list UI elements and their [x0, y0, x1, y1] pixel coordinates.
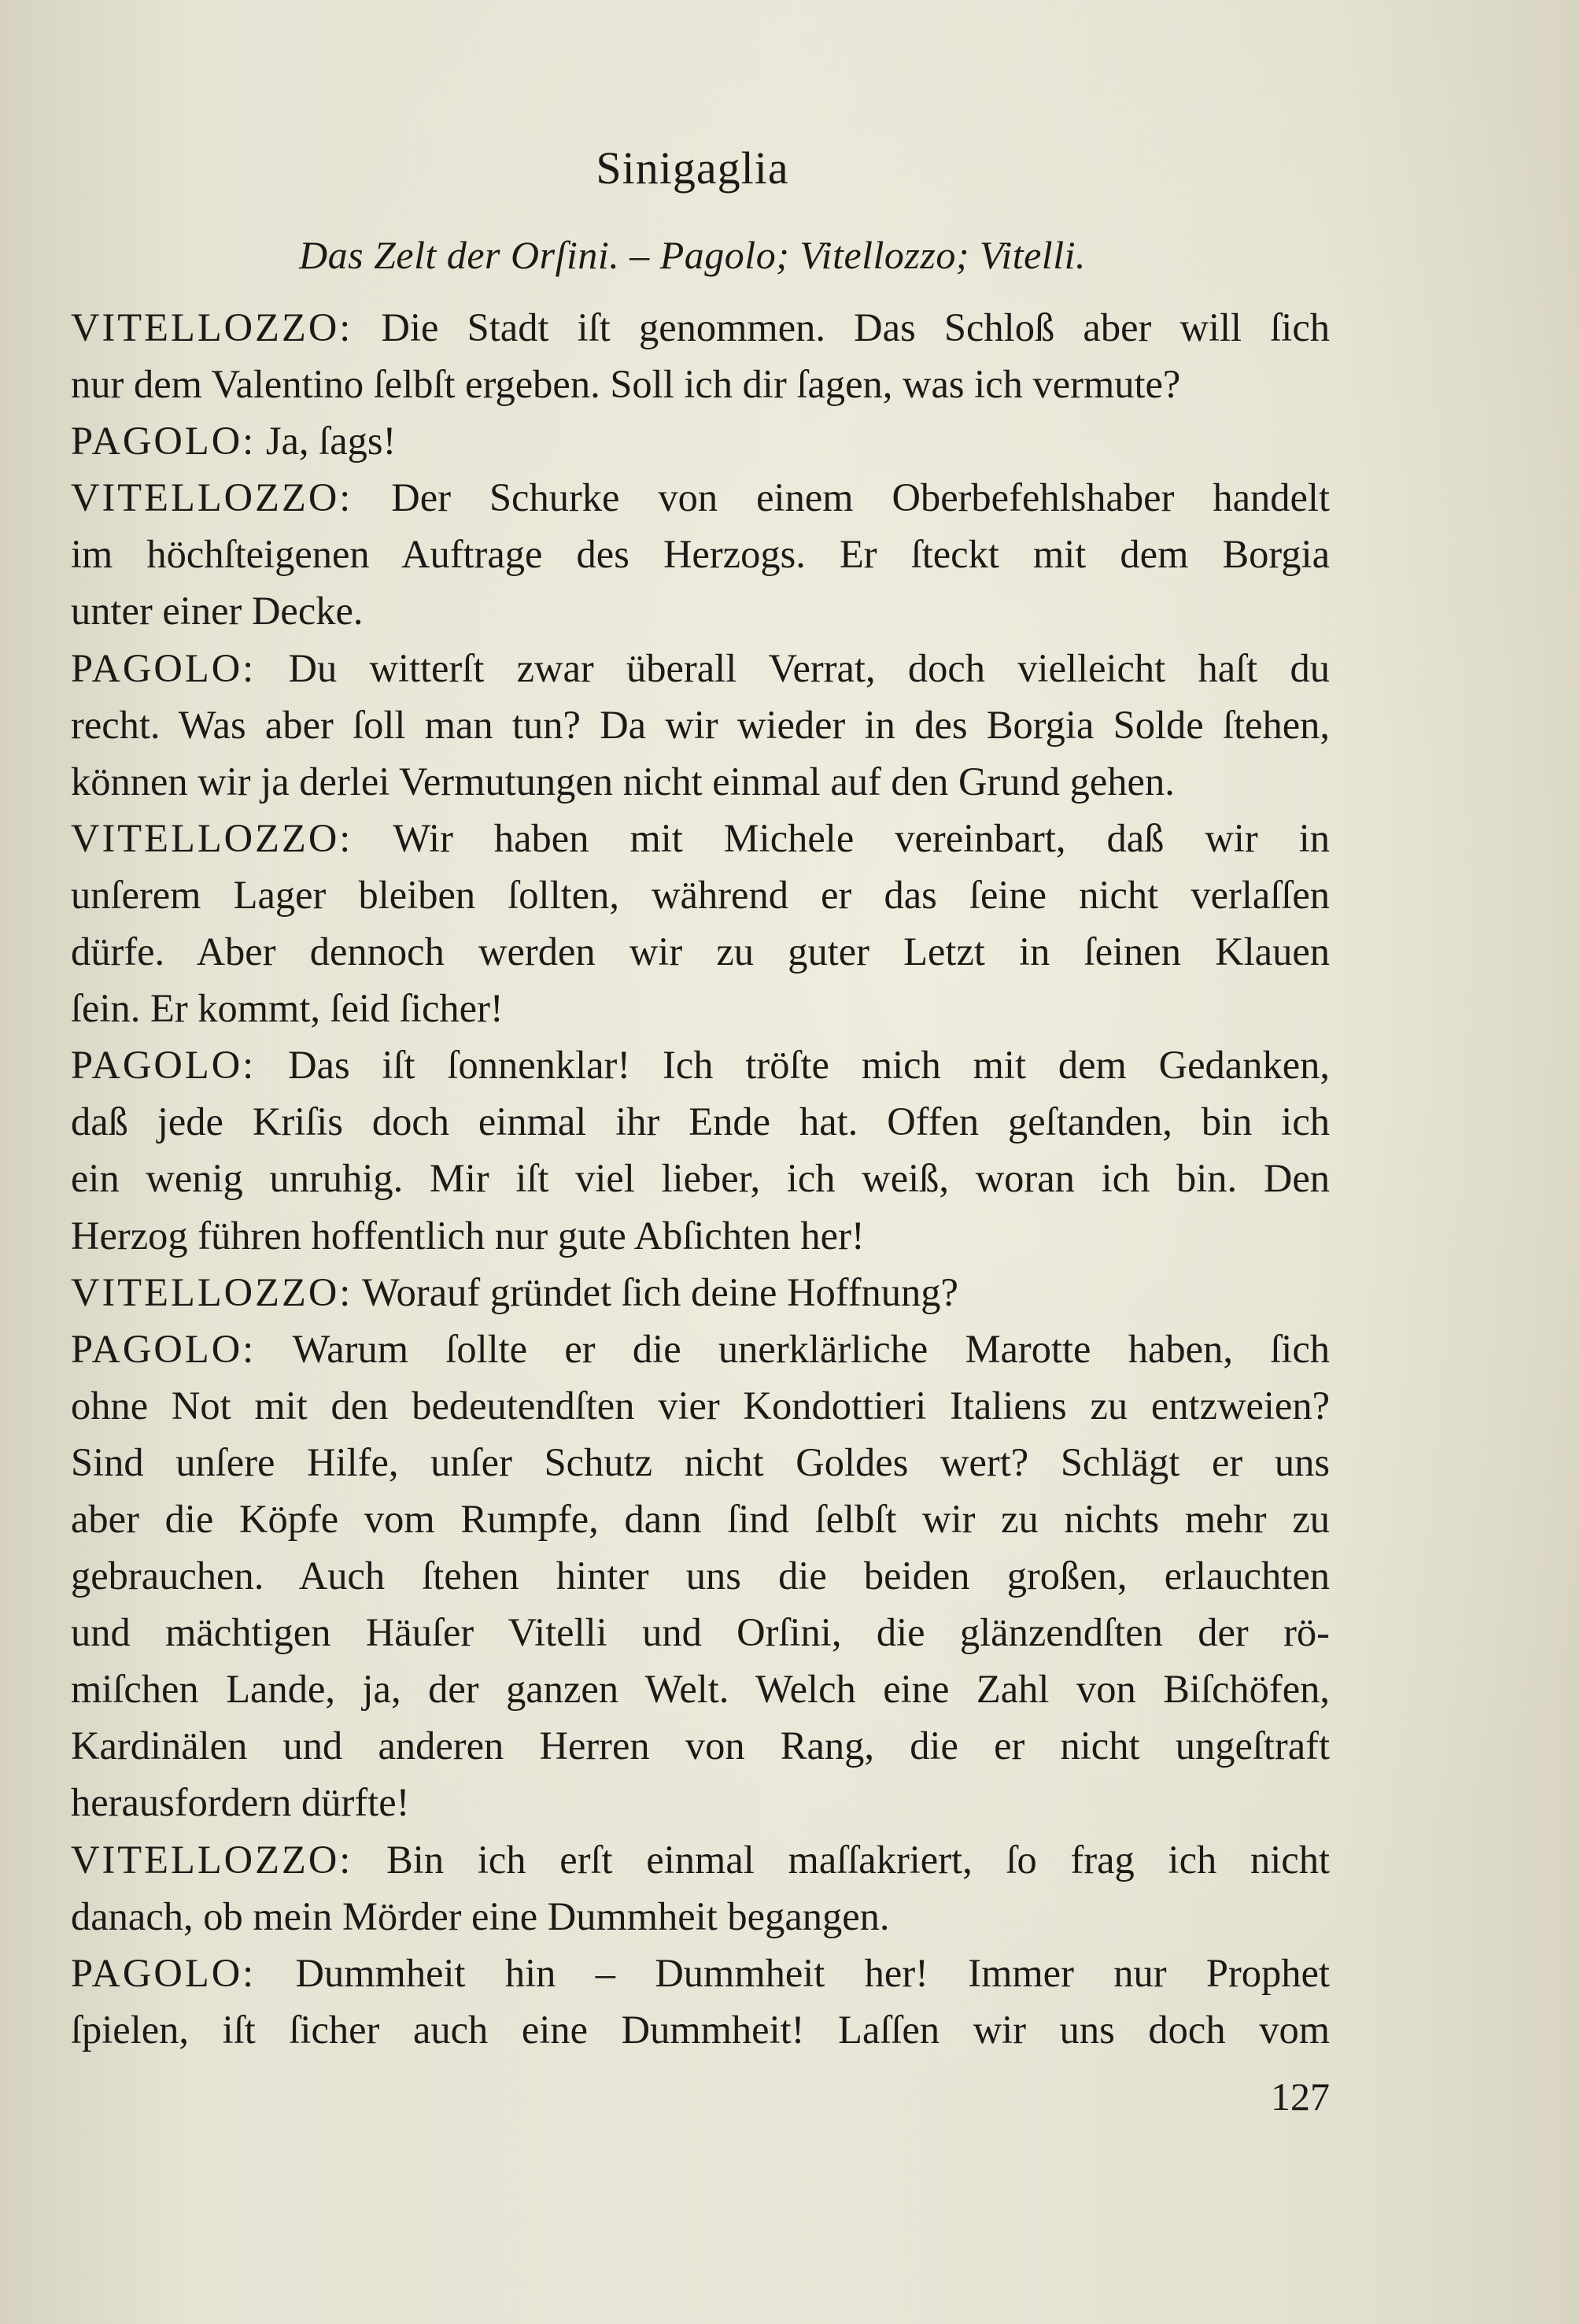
text-line: [71, 1207, 1330, 1264]
line-text: Das iſt ſonnenklar! Ich tröſte mich mit dem Gedanken,: [256, 1043, 1330, 1088]
text-line: [71, 980, 1330, 1036]
line-text: danach, ob mein Mörder eine Dummheit begangen.: [71, 1894, 890, 1938]
text-line: [71, 1888, 1330, 1945]
text-line: [71, 412, 1330, 469]
text-line: [71, 1150, 1330, 1206]
text-line: [71, 1491, 1330, 1547]
text-line: [71, 1321, 1330, 1377]
line-text: Dummheit hin – Dummheit her! Immer nur Prophet: [256, 1950, 1330, 1995]
line-text: unter einer Decke.: [71, 589, 364, 634]
text-line: [71, 923, 1330, 980]
line-text: aber die Köpfe vom Rumpfe, dann ſind ſelbſt wir zu nichts mehr zu: [71, 1496, 1330, 1541]
text-line: [71, 582, 1330, 639]
speaker-name: VITELLOZZO:: [71, 305, 353, 349]
line-text: Kardinälen und anderen Herren von Rang, die er nicht ungeſtraft: [71, 1724, 1330, 1768]
text-line: [71, 299, 1330, 356]
text-line: [71, 810, 1330, 866]
text-line: [71, 1661, 1330, 1717]
line-text: unſerem Lager bleiben ſollten, während er das ſeine nicht verlaſſen: [71, 872, 1330, 917]
text-line: [71, 1945, 1330, 2001]
line-text: Wir haben mit Michele vereinbart, daß wir in: [353, 815, 1330, 860]
text-line: [71, 1264, 1330, 1321]
line-text: miſchen Lande, ja, der ganzen Welt. Welch eine Zahl von Biſchöfen,: [71, 1667, 1330, 1712]
line-text: Du witterſt zwar überall Verrat, doch vielleicht haſt du: [256, 645, 1330, 690]
line-text: Sind unſere Hilfe, unſer Schutz nicht Goldes wert? Schlägt er uns: [71, 1439, 1330, 1484]
line-text: gebrauchen. Auch ſtehen hinter uns die beiden großen, erlauchten: [71, 1554, 1330, 1598]
line-text: nur dem Valentino ſelbſt ergeben. Soll ich dir ſagen, was ich vermute?: [71, 362, 1181, 407]
text-line: [71, 753, 1330, 810]
text-line: [71, 2001, 1330, 2058]
dialogue-body: [71, 299, 1330, 2058]
line-text: herausfordern dürfte!: [71, 1780, 410, 1825]
line-text: ein wenig unruhig. Mir iſt viel lieber, ich weiß, woran ich bin. Den: [71, 1156, 1330, 1201]
line-text: recht. Was aber ſoll man tun? Da wir wieder in des Borgia Solde ſtehen,: [71, 702, 1330, 747]
text-line: [71, 1036, 1330, 1093]
speaker-name: PAGOLO:: [71, 645, 257, 690]
text-line: [71, 469, 1330, 526]
speaker-name: VITELLOZZO:: [71, 475, 353, 520]
text-line: [71, 640, 1330, 696]
speaker-name: VITELLOZZO:: [71, 1837, 353, 1882]
text-line: [71, 1774, 1330, 1831]
line-text: Warum ſollte er die unerklärliche Marotte haben, ſich: [256, 1326, 1330, 1371]
line-text: Herzog führen hoffentlich nur gute Abſichten her!: [71, 1213, 865, 1258]
line-text: daß jede Kriſis doch einmal ihr Ende hat. Offen geſtanden, bin ich: [71, 1099, 1330, 1144]
text-line: [71, 356, 1330, 412]
text-line: [71, 1547, 1330, 1604]
line-text: Der Schurke von einem Oberbefehlshaber handelt: [353, 475, 1330, 520]
line-text: können wir ja derlei Vermutungen nicht einmal auf den Grund gehen.: [71, 759, 1175, 804]
text-line: [71, 1717, 1330, 1774]
text-line: [71, 1093, 1330, 1150]
line-text: ohne Not mit den bedeutendſten vier Kondottieri Italiens zu entzweien?: [71, 1383, 1330, 1428]
chapter-heading: Sinigaglia: [596, 142, 789, 194]
speaker-name: VITELLOZZO:: [71, 1269, 353, 1314]
speaker-name: PAGOLO:: [71, 1326, 257, 1371]
speaker-name: PAGOLO:: [71, 1950, 257, 1995]
text-line: [71, 1377, 1330, 1434]
text-line: [71, 526, 1330, 582]
line-text: ſein. Er kommt, ſeid ſicher!: [71, 986, 504, 1031]
text-line: [71, 866, 1330, 923]
text-line: [71, 1434, 1330, 1491]
text-line: [71, 1604, 1330, 1661]
text-line: [71, 1831, 1330, 1888]
line-text: Ja, ſags!: [256, 419, 397, 464]
line-text: Die Stadt iſt genommen. Das Schloß aber will ſich: [353, 305, 1330, 349]
speaker-name: PAGOLO:: [71, 1043, 257, 1088]
line-text: Worauf gründet ſich deine Hoffnung?: [353, 1269, 958, 1314]
speaker-name: PAGOLO:: [71, 419, 257, 464]
line-text: im höchſteigenen Auftrage des Herzogs. Er ſteckt mit dem Borgia: [71, 532, 1330, 577]
line-text: ſpielen, iſt ſicher auch eine Dummheit! Laſſen wir uns doch vom: [71, 2007, 1330, 2052]
page-number: 127: [1271, 2075, 1330, 2119]
scene-direction: Das Zelt der Orſini. – Pagolo; Vitellozzo; Vitelli.: [299, 233, 1086, 277]
line-text: Bin ich erſt einmal maſſakriert, ſo frag ich nicht: [353, 1837, 1330, 1882]
text-line: [71, 696, 1330, 753]
line-text: dürfe. Aber dennoch werden wir zu guter Letzt in ſeinen Klauen: [71, 929, 1330, 974]
line-text: und mächtigen Häuſer Vitelli und Orſini, die glänzendſten der rö-: [71, 1610, 1330, 1655]
speaker-name: VITELLOZZO:: [71, 815, 353, 860]
